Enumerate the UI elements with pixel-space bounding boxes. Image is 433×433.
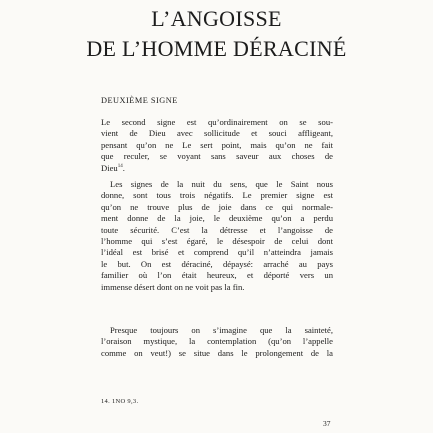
paragraph-line: familier où l’on était heureux, et déporté vers un [101,270,333,281]
chapter-title-line-2: DE L’HOMME DÉRACINÉ [86,36,347,61]
footnote: 14. 1NO 9,3. [101,398,139,405]
paragraph-line: donne, sont tous trois négatifs. Le premier signe est [101,190,333,201]
paragraph-line: l’idéal est brisé et comprend qu’il n’atteindra jamais [101,247,333,258]
paragraph-line: comme on veut!) se situe dans le prolongement de la [101,347,333,358]
quote-line: que reculer, se voyant sans saveur aux choses de [101,151,333,162]
quote-line: Le second signe est qu’ordinairement on se sou- [101,117,333,127]
quote-line: pensant qu’on ne Le sert point, mais qu’on ne fait [101,139,333,150]
chapter-title-line-1: L’ANGOISSE [151,6,282,31]
paragraph-line: ment donne de la joie, le deuxième qu’on a perdu [101,213,333,224]
footnote-reference: 14 [117,163,123,169]
quote-line-text: Dieu [101,162,118,173]
paragraph-line: Les signes de la nuit du sens, que le Saint nous [110,179,333,189]
paragraph-2 [101,325,333,359]
quote-line-end: . [122,162,125,173]
quote-line: vient de Dieu avec sollicitude et souci affligeant, [101,128,333,139]
quotation-block [101,117,333,174]
paragraph-line: l’homme qui s’est égaré, le désespoir de celui dont [101,235,333,246]
paragraph-line: Presque toujours on s’imagine que la sainteté, [110,325,333,335]
page-number: 37 [323,419,331,428]
quote-line-last [101,163,333,174]
paragraph-line: immense désert dont on ne voit pas la fin. [101,281,245,292]
paragraph-line: le but. On est déraciné, dépaysé: arraché au pays [101,258,333,269]
paragraph-line: qu’on ne trouve plus de joie dans ce qui normale- [101,201,333,212]
paragraph-line: toute sécurité. C’est la détresse et l’angoisse de [101,224,333,235]
section-heading: DEUXIÈME SIGNE [101,96,178,105]
paragraph-line: l’oraison mystique, la contemplation (qu’on l’appelle [101,336,333,347]
paragraph-1 [101,179,333,293]
